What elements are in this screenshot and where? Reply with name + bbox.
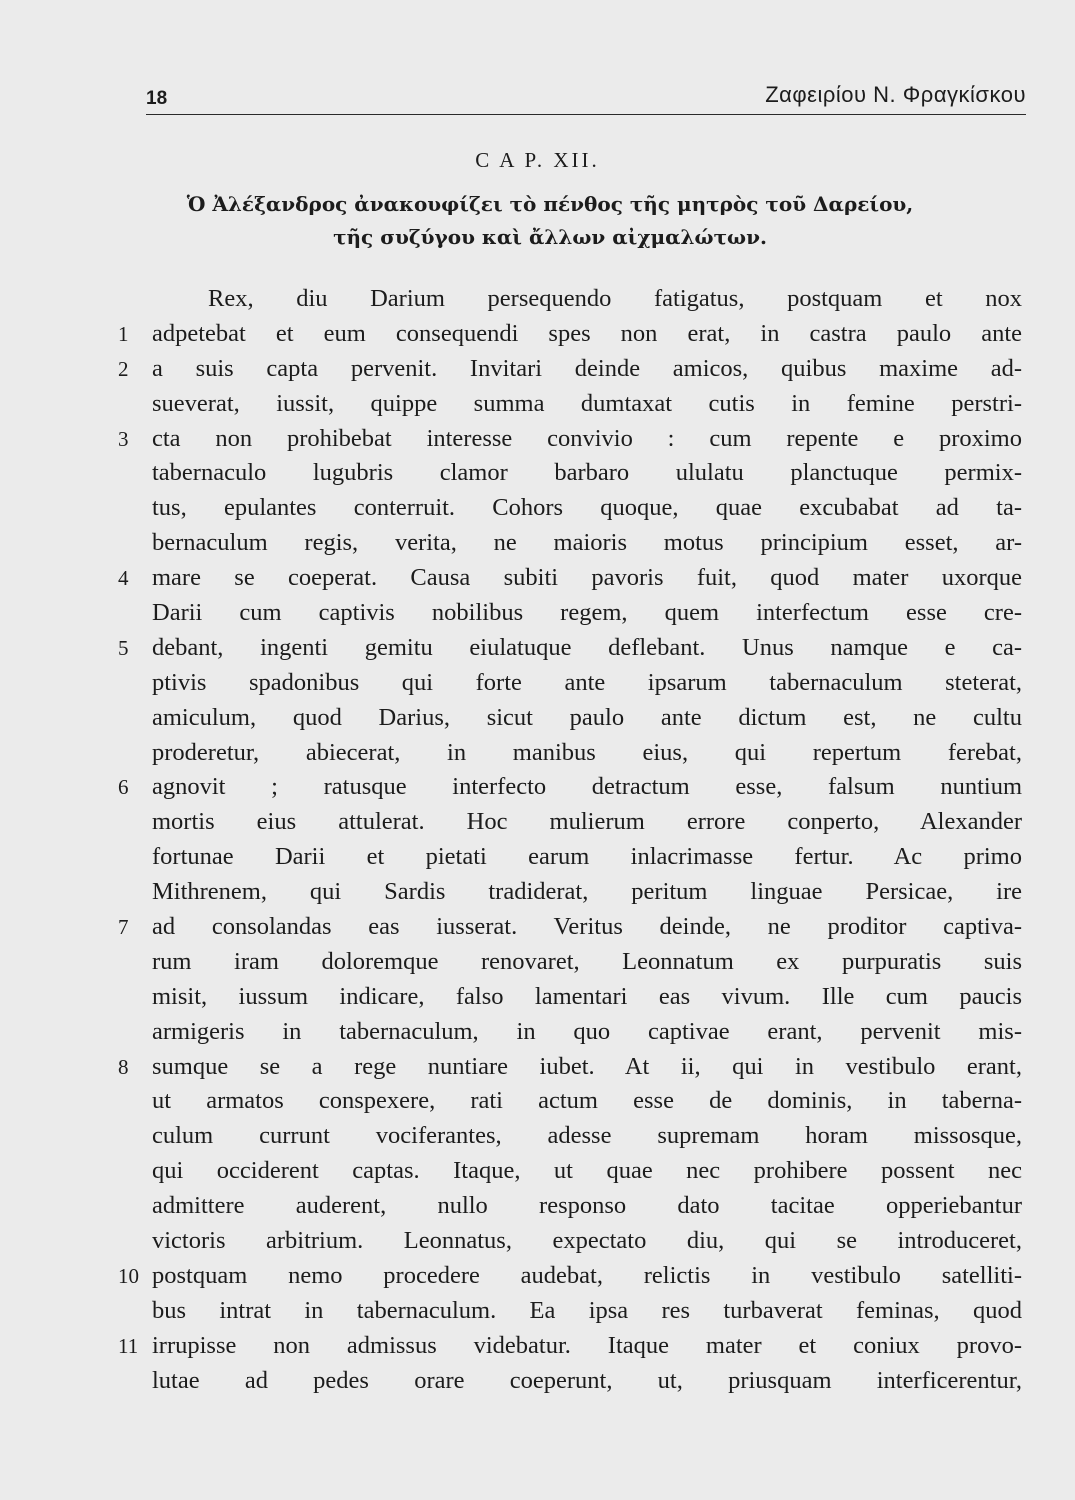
section-number: 2 bbox=[118, 356, 129, 381]
line-text: cta non prohibebat interesse convivio : cum repente e proximo bbox=[152, 424, 1022, 452]
text-line bbox=[0, 1224, 1075, 1259]
section-number: 1 bbox=[118, 321, 129, 346]
text-line bbox=[0, 875, 1075, 910]
section-number: 8 bbox=[118, 1054, 129, 1079]
line-text: culum currunt vociferantes, adesse supremam horam missosque, bbox=[152, 1122, 1022, 1150]
text-line bbox=[0, 422, 1075, 457]
section-number: 7 bbox=[118, 915, 129, 940]
line-text: lutae ad pedes orare coeperunt, ut, priusquam interficerentur, bbox=[152, 1366, 1022, 1394]
line-text: a suis capta pervenit. Invitari deinde amicos, quibus maxime ad- bbox=[152, 354, 1022, 382]
text-line bbox=[0, 1294, 1075, 1329]
line-text: postquam nemo procedere audebat, relictis in vestibulo satelliti- bbox=[152, 1261, 1022, 1289]
line-text: mare se coeperat. Causa subiti pavoris fuit, quod mater uxorque bbox=[152, 564, 1022, 592]
text-line bbox=[0, 282, 1075, 317]
line-text: ad consolandas eas iusserat. Veritus deinde, ne proditor captiva- bbox=[152, 913, 1022, 941]
text-line bbox=[0, 631, 1075, 666]
line-text: ut armatos conspexere, rati actum esse de dominis, in taberna- bbox=[152, 1087, 1022, 1115]
chapter-title: C A P. XII. bbox=[475, 148, 600, 172]
text-line bbox=[0, 387, 1075, 422]
text-line bbox=[0, 352, 1075, 387]
text-line bbox=[0, 1364, 1075, 1399]
text-line bbox=[0, 526, 1075, 561]
text-line bbox=[0, 840, 1075, 875]
running-head-author: Ζαφειρίου Ν. Φραγκίσκου bbox=[765, 82, 1026, 107]
line-text: bernaculum regis, verita, ne maioris motus principium esset, ar- bbox=[152, 529, 1022, 557]
text-line bbox=[0, 561, 1075, 596]
section-number: 3 bbox=[118, 426, 129, 451]
section-number: 11 bbox=[118, 1333, 139, 1358]
text-line bbox=[0, 1329, 1075, 1364]
section-number: 6 bbox=[118, 775, 129, 800]
text-line bbox=[0, 1259, 1075, 1294]
text-line bbox=[0, 1050, 1075, 1085]
text-line bbox=[0, 666, 1075, 701]
page-header bbox=[146, 74, 1026, 115]
chapter-summary-line: τῆς συζύγου καὶ ἄλλων αἰχμαλώτων. bbox=[333, 225, 767, 249]
text-line bbox=[0, 1189, 1075, 1224]
line-text: Mithrenem, qui Sardis tradiderat, peritum linguae Persicae, ire bbox=[152, 878, 1022, 906]
line-text: Rex, diu Darium persequendo fatigatus, postquam et nox bbox=[208, 285, 1022, 312]
line-text: irrupisse non admissus videbatur. Itaque mater et coniux provo- bbox=[152, 1331, 1022, 1359]
line-text: qui occiderent captas. Itaque, ut quae nec prohibere possent nec bbox=[152, 1157, 1022, 1185]
section-number: 10 bbox=[118, 1263, 139, 1288]
line-text: Darii cum captivis nobilibus regem, quem interfectum esse cre- bbox=[152, 599, 1022, 627]
line-text: mortis eius attulerat. Hoc mulierum errore conperto, Alexander bbox=[152, 808, 1022, 836]
line-text: proderetur, abiecerat, in manibus eius, qui repertum ferebat, bbox=[152, 738, 1022, 766]
text-line bbox=[0, 1084, 1075, 1119]
text-line bbox=[0, 910, 1075, 945]
line-text: armigeris in tabernaculum, in quo captivae erant, pervenit mis- bbox=[152, 1017, 1022, 1045]
text-line bbox=[0, 491, 1075, 526]
line-text: fortunae Darii et pietati earum inlacrimasse fertur. Ac primo bbox=[152, 843, 1022, 871]
line-text: tus, epulantes conterruit. Cohors quoque, quae excubabat ad ta- bbox=[152, 494, 1022, 522]
text-line bbox=[0, 456, 1075, 491]
text-line bbox=[0, 701, 1075, 736]
text-line bbox=[0, 945, 1075, 980]
text-line bbox=[0, 980, 1075, 1015]
text-line bbox=[0, 805, 1075, 840]
text-line bbox=[0, 596, 1075, 631]
line-text: sumque se a rege nuntiare iubet. At ii, qui in vestibulo erant, bbox=[152, 1052, 1022, 1080]
line-text: rum iram doloremque renovaret, Leonnatum ex purpuratis suis bbox=[152, 947, 1022, 975]
line-text: adpetebat et eum consequendi spes non erat, in castra paulo ante bbox=[152, 319, 1022, 347]
line-text: admittere auderent, nullo responso dato tacitae opperiebantur bbox=[152, 1192, 1022, 1220]
line-text: sueverat, iussit, quippe summa dumtaxat cutis in femine perstri- bbox=[152, 389, 1022, 417]
line-text: tabernaculo lugubris clamor barbaro ululatu planctuque permix- bbox=[152, 459, 1022, 487]
page-number: 18 bbox=[146, 88, 168, 109]
text-line bbox=[0, 1119, 1075, 1154]
line-text: misit, iussum indicare, falso lamentari eas vivum. Ille cum paucis bbox=[152, 982, 1022, 1010]
line-text: victoris arbitrium. Leonnatus, expectato diu, qui se introduceret, bbox=[152, 1227, 1022, 1255]
section-number: 4 bbox=[118, 566, 129, 591]
line-text: agnovit ; ratusque interfecto detractum esse, falsum nuntium bbox=[152, 773, 1022, 801]
line-text: debant, ingenti gemitu eiulatuque deflebant. Unus namque e ca- bbox=[152, 633, 1022, 661]
line-text: amiculum, quod Darius, sicut paulo ante dictum est, ne cultu bbox=[152, 703, 1022, 731]
chapter-summary-line: Ὁ Ἀλέξανδρος ἀνακουφίζει τὸ πένθος τῆς μητρὸς τοῦ Δαρείου, bbox=[186, 192, 914, 216]
text-line bbox=[0, 317, 1075, 352]
chapter-summary bbox=[150, 188, 950, 254]
body-text bbox=[0, 282, 1075, 1399]
section-number: 5 bbox=[118, 635, 129, 660]
text-line bbox=[0, 1154, 1075, 1189]
line-text: ptivis spadonibus qui forte ante ipsarum tabernaculum steterat, bbox=[152, 668, 1022, 696]
text-line bbox=[0, 1015, 1075, 1050]
text-line bbox=[0, 736, 1075, 771]
line-text: bus intrat in tabernaculum. Ea ipsa res turbaverat feminas, quod bbox=[152, 1296, 1022, 1324]
text-line bbox=[0, 770, 1075, 805]
